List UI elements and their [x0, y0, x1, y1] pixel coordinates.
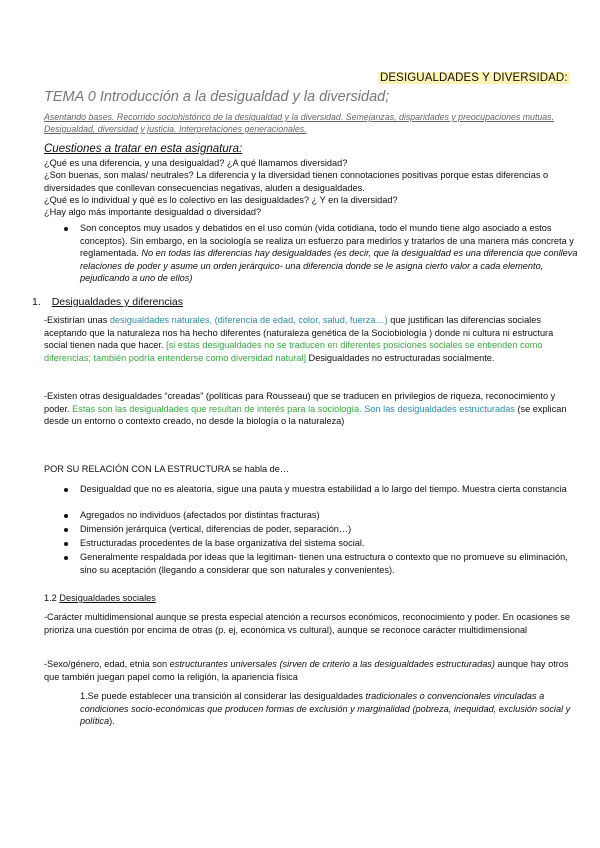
paragraph-desigualdades-creadas [44, 390, 574, 428]
section-1-title: Desigualdades y diferencias [51, 296, 184, 308]
estructura-item-1: Desigualdad que no es aleatoria, sigue una pauta y muestra estabilidad a lo largo del tiempo. Muestra cierta constancia [80, 484, 567, 494]
estructura-item-3: Dimensión jerárquica (vertical, diferencias de poder, separación…) [80, 524, 352, 534]
estructura-item-4: Estructuradas procedentes de la base organizativa del sistema social. [80, 538, 365, 548]
page-title: TEMA 0 Introducción a la desigualdad y la diversidad; [44, 89, 390, 105]
p1-a: -Existirían unas [44, 315, 110, 325]
estructura-heading: POR SU RELACIÓN CON LA ESTRUCTURA se habla de… [44, 464, 290, 474]
p12-3b: tradicionales o convencionales vinculadas a condiciones socio-económicas que producen formas de exclusión y marginalidad (pobreza, inequidad, exclusión social y política [80, 691, 571, 727]
document-header-topic: DESIGUALDADES Y DIVERSIDAD: [380, 72, 568, 84]
paragraph-multidimensional: -Carácter multidimensional aunque se presta especial atención a recursos económicos, reconocimiento y poder. En ocasiones se prioriza una cuestión por encima de otras (p. ej, económica vs cultural), aunque se reconoce carácter multidimensional [44, 612, 571, 635]
section-1-2-number: 1.2 [44, 593, 60, 603]
bullet-conceptos-text: Son conceptos muy usados y debatidos en el uso común (vida cotidiana, todo el mundo tiene algo asociado a estos conceptos). Sin embargo, en la sociología se realiza un esfuerzo para medirlos y tratarlos de una manera más concreta y reglamentada. [80, 223, 574, 259]
bullet-dot [64, 528, 68, 532]
p2-b: Estas son las desigualdades que resultan de interés para la sociología. [72, 403, 362, 414]
p12-3c: ). [109, 716, 115, 727]
bullet-dot [64, 514, 68, 518]
p1-d: que justifican las diferencias sociales aceptando que la naturaleza nos ha hecho diferentes (naturaleza genética de la Sociobiología ) donde ni cultura ni estructura social tienen nada que hacer. [44, 315, 554, 351]
question-1: ¿Qué es una diferencia, y una desigualdad? ¿A qué llamamos diversidad? [44, 158, 348, 168]
estructura-item-5: Generalmente respaldada por ideas que la legitiman- tienen una estructura o contexto que no promueve su eliminación, sino su aceptación (llegando a considerar que son naturales y convenientes). [80, 552, 568, 575]
paragraph-estructurantes [44, 658, 574, 683]
p2-a: -Existen otras desigualdades “creadas” (políticas para Rousseau) que se traducen en privilegios de riqueza, reconocimiento y poder. [44, 391, 556, 414]
p1-b: desigualdades naturales [109, 315, 210, 325]
question-4: ¿Hay algo más importante desigualdad o diversidad? [44, 207, 262, 217]
section-1-2-title: Desigualdades sociales [59, 593, 156, 603]
paragraph-transicion [80, 690, 576, 728]
paragraph-desigualdades-naturales [44, 314, 574, 364]
p12-3a: 1.Se puede establecer una transición al considerar las desigualdades [80, 691, 366, 701]
question-3: ¿Qué es lo individual y qué es lo colectivo en las desigualdades? ¿ Y en la diversidad? [44, 195, 398, 205]
bullet-dot [64, 542, 68, 546]
estructura-item-2: Agregados no individuos (afectados por distintas fracturas) [80, 510, 320, 520]
p1-f: Desigualdades no estructuradas socialmente. [306, 352, 495, 363]
section-1-number: 1. [32, 296, 41, 308]
bullet-dot [64, 556, 68, 560]
p12-2b: estructurantes universales (sirven de criterio a las desigualdades estructuradas) [169, 659, 495, 669]
p2-d: (se explican desde un entorno o contexto creado, no desde la biología o la naturaleza) [44, 403, 567, 427]
p1-c: , (diferencia de edad, color, salud, fuerza…) [209, 315, 388, 325]
bullet-dot [64, 227, 68, 231]
bullet-dot [64, 488, 68, 492]
page-subtitle: Asentando bases. Recorrido sociohistórico de la desigualdad y la diversidad. Semejanzas, disparidades y preocupaciones mutuas. Desigualdad, diversidad y justicia. Interpretaciones generacionales. [44, 112, 555, 134]
section-1-2-heading [44, 592, 156, 605]
cuestiones-heading: Cuestiones a tratar en esta asignatura: [44, 143, 243, 155]
section-1-heading [32, 296, 183, 308]
p12-2a: -Sexo/género, edad, etnia son [44, 659, 170, 669]
p1-e: [si estas desigualdades no se traducen en diferentes posiciones sociales se entienden como diferencias; también podría entenderse como diversidad natural] [44, 340, 543, 363]
bullet-conceptos [80, 222, 580, 285]
question-2: ¿Son buenas, son malas/ neutrales? La diferencia y la diversidad tienen connotaciones positivas porque estas diferencias o diversidades que conllevan consecuencias negativas, aluden a desigualdades. [44, 170, 549, 193]
bullet-conceptos-italic: No en todas las diferencias hay desigualdades (es decir, que la desigualdad es una diferencia que conlleva relaciones de poder y asume un orden jerárquico- una diferencia donde se le asigna cierto valor a cada elemento, pejudicando a uno de ellos) [80, 248, 578, 284]
p2-c: Son las desigualdades estructuradas [361, 403, 515, 414]
p12-2c: aunque hay otros que también juegan papel como la religión, la apariencia física [44, 659, 569, 682]
